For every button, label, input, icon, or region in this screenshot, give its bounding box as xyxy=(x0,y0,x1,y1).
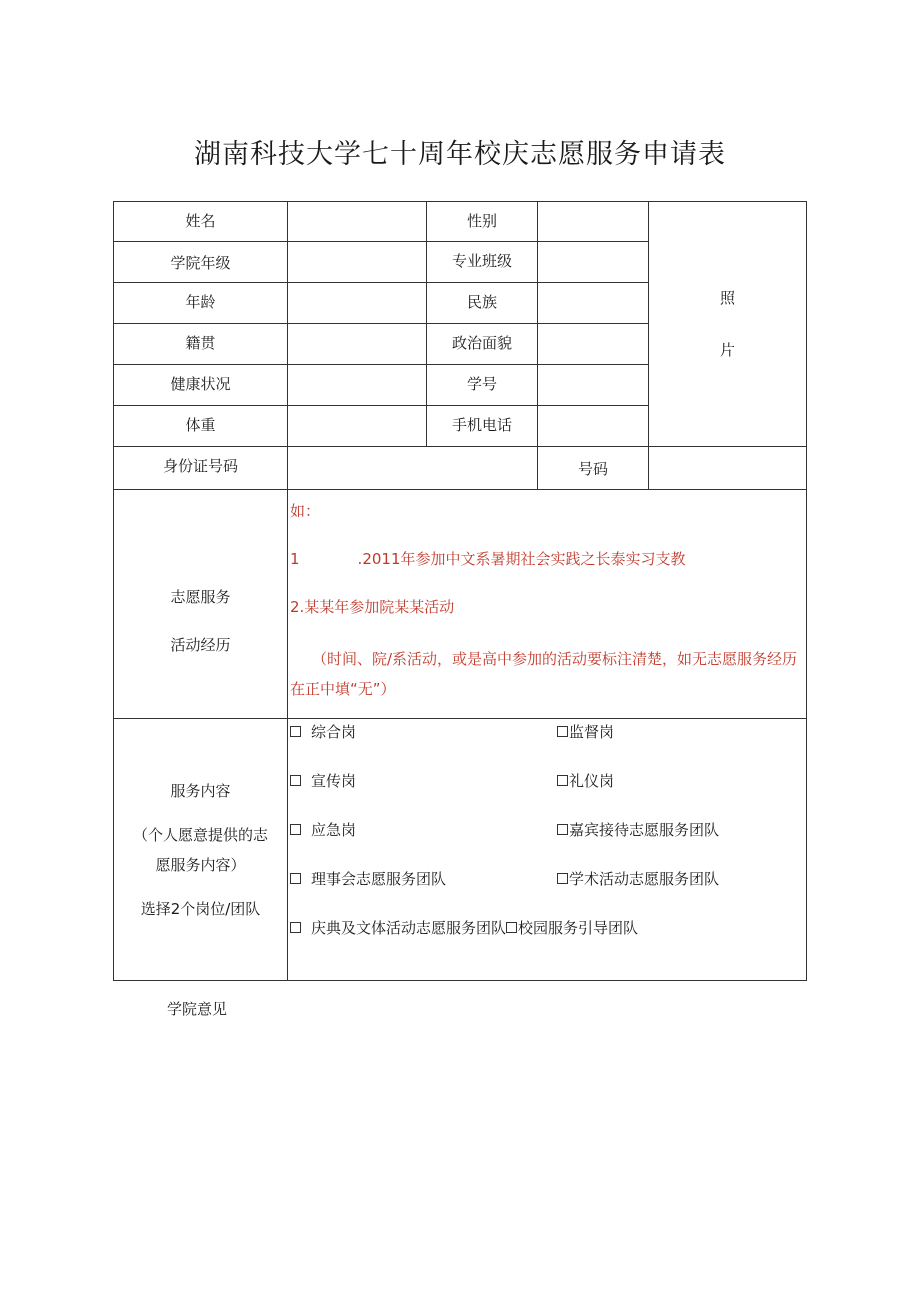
service-label-line1: 服务内容 xyxy=(170,781,231,800)
label-native-place: 籍贯 xyxy=(114,324,288,365)
option-etiquette[interactable]: 礼仪岗 xyxy=(557,770,614,791)
ethnicity-field[interactable] xyxy=(538,283,649,324)
id-number-field[interactable] xyxy=(288,447,538,490)
checkbox-icon[interactable] xyxy=(557,726,568,737)
health-field[interactable] xyxy=(288,365,427,406)
label-id-number: 身份证号码 xyxy=(114,447,288,490)
checkbox-icon[interactable] xyxy=(557,873,568,884)
option-guest-reception[interactable]: 嘉宾接待志愿服务团队 xyxy=(557,819,719,840)
experience-note: （时间、院/系活动，或是高中参加的活动要标注清楚，如无志愿服务经历在正中填“无”） xyxy=(290,650,798,698)
label-phone: 手机电话 xyxy=(427,406,538,447)
experience-example-2: 2.某某年参加院某某活动 xyxy=(290,598,455,616)
option-council[interactable]: 理事会志愿服务团队 xyxy=(290,868,557,889)
service-label-line2: （个人愿意提供的志 xyxy=(132,825,268,844)
experience-label xyxy=(114,490,288,719)
experience-field[interactable] xyxy=(288,490,807,719)
experience-label-line1: 志愿服务 xyxy=(170,588,231,606)
photo-label-1: 照 xyxy=(719,289,735,307)
name-field[interactable] xyxy=(288,202,427,242)
checkbox-icon[interactable] xyxy=(290,824,301,835)
service-label xyxy=(114,719,288,981)
number-field[interactable] xyxy=(649,447,807,490)
label-political-status: 政治面貌 xyxy=(427,324,538,365)
label-gender: 性别 xyxy=(427,202,538,242)
service-label-line3: 愿服务内容） xyxy=(155,855,246,874)
experience-label-line2: 活动经历 xyxy=(170,636,231,654)
checkbox-icon[interactable] xyxy=(290,726,301,737)
label-major-class: 专业班级 xyxy=(427,242,538,283)
student-id-field[interactable] xyxy=(538,365,649,406)
major-class-field[interactable] xyxy=(538,242,649,283)
option-general[interactable]: 综合岗 xyxy=(290,721,557,742)
label-age: 年龄 xyxy=(114,283,288,324)
page-title: 湖南科技大学七十周年校庆志愿服务申请表 xyxy=(194,139,726,170)
political-status-field[interactable] xyxy=(538,324,649,365)
checkbox-icon[interactable] xyxy=(290,873,301,884)
label-ethnicity: 民族 xyxy=(427,283,538,324)
photo-box[interactable] xyxy=(649,202,807,447)
experience-example-prefix: 如： xyxy=(290,502,321,520)
option-celebration[interactable]: 庆典及文体活动志愿服务团队 xyxy=(290,917,506,938)
label-weight: 体重 xyxy=(114,406,288,447)
option-emergency[interactable]: 应急岗 xyxy=(290,819,557,840)
gender-field[interactable] xyxy=(538,202,649,242)
college-opinion-label: 学院意见 xyxy=(167,1000,228,1018)
phone-field[interactable] xyxy=(538,406,649,447)
service-label-line4: 选择2个岗位/团队 xyxy=(140,899,261,918)
checkbox-icon[interactable] xyxy=(290,922,301,933)
age-field[interactable] xyxy=(288,283,427,324)
checkbox-icon[interactable] xyxy=(506,922,517,933)
checkbox-icon[interactable] xyxy=(290,775,301,786)
label-student-id: 学号 xyxy=(427,365,538,406)
option-supervision[interactable]: 监督岗 xyxy=(557,721,614,742)
label-health: 健康状况 xyxy=(114,365,288,406)
experience-example-1-num: 1 xyxy=(290,550,300,568)
label-number: 号码 xyxy=(538,447,649,490)
option-campus-guide[interactable]: 校园服务引导团队 xyxy=(506,917,638,938)
checkbox-icon[interactable] xyxy=(557,824,568,835)
experience-example-1 xyxy=(290,548,802,570)
checkbox-icon[interactable] xyxy=(557,775,568,786)
college-grade-field[interactable] xyxy=(288,242,427,283)
label-college-grade: 学院年级 xyxy=(114,242,288,283)
native-place-field[interactable] xyxy=(288,324,427,365)
service-options xyxy=(288,719,807,981)
option-publicity[interactable]: 宣传岗 xyxy=(290,770,557,791)
experience-example-1-text: .2011年参加中文系暑期社会实践之长泰实习支教 xyxy=(357,550,686,568)
photo-label-2: 片 xyxy=(719,341,735,359)
application-form-table xyxy=(113,201,807,981)
label-name: 姓名 xyxy=(114,202,288,242)
option-academic[interactable]: 学术活动志愿服务团队 xyxy=(557,868,719,889)
weight-field[interactable] xyxy=(288,406,427,447)
